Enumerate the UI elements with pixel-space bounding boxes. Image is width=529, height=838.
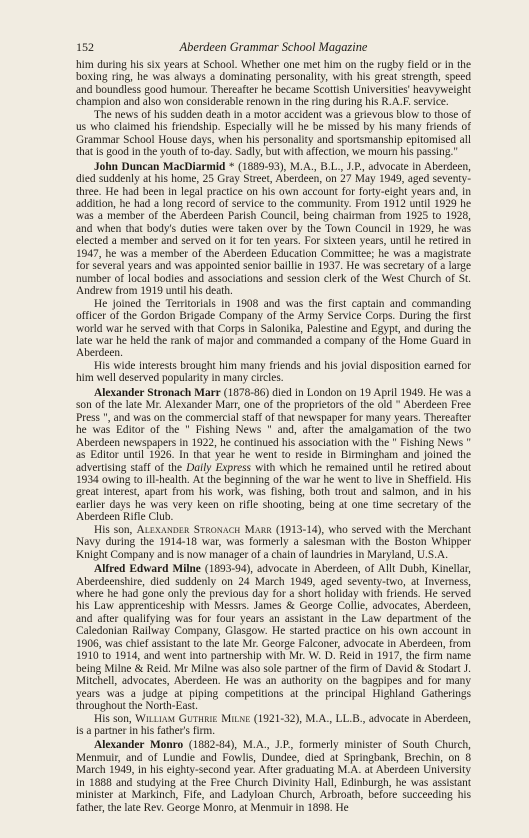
obituary-entry-monro: [76, 739, 471, 814]
paragraph-text: The news of his sudden death in a motor accident was a grievous blow to those of us who claimed his friendship. Especially will he be missed by his many friends of Grammar School House days, when his personality and sportsmanship epitomised all that is good in the youth of to-day. Sadly, but with affection, we mourn his passing.": [76, 108, 471, 159]
paragraph-text: (1893-94), advocate in Aberdeen, of Allt Dubh, Kinellar, Aberdeenshire, died suddenly on 24 March 1949, aged seventy-two, at Inverness, where he had gone only the previous day for a short holiday with friends. He served his Law apprenticeship with Messrs. James & George Collie, advocates, Aberdeen, and after qualifying was for four years an assistant in the Law department of the Caledonian Railway Company, Glasgow. He started practice on his own account in 1906, was chief assistant to the late Mr. George Falconer, advocate in Aberdeen, from 1910 to 1914, and went into partnership with Mr. W. D. Reid in 1917, the firm name being Milne & Reid. Mr Milne was also sole partner of the firm of David & Stodart J. Mitchell, advocates, Aberdeen. He was an authority on the bagpipes and for many years was a judge at piping competitions at the principal Highland Gatherings throughout the North-East.: [76, 563, 472, 713]
page-number: 152: [76, 40, 94, 54]
paragraph-text: (1913-14), who served with the Merchant Navy during the 1914-18 war, was formerly a salesman with the Boston Whipper Knight Company and is now manager of a chain of laundries in Maryland, U.S.A.: [76, 523, 471, 561]
paragraph: [76, 713, 471, 738]
obituary-entry-marr: [76, 387, 471, 524]
entry-name: Alexander Stronach Marr: [94, 386, 221, 399]
paragraph-text: His son,: [94, 523, 137, 536]
son-name: William Guthrie Milne: [135, 712, 251, 725]
paragraph-text: His son,: [94, 712, 136, 725]
page-header: [76, 40, 471, 55]
paragraph-text: (1921-32), M.A., LL.B., advocate in Aberdeen, is a partner in his father's firm.: [76, 712, 471, 738]
paragraph: [76, 524, 471, 561]
paragraph: [76, 360, 471, 385]
paragraph-text: His wide interests brought him many friends and his jovial disposition earned for him well deserved popularity in many circles.: [76, 359, 471, 385]
paragraph: [76, 109, 471, 159]
paragraph-text: (1882-84), M.A., J.P., formerly minister of South Church, Menmuir, and of Lundie and Fowlis, Dundee, died at Springbank, Brechin, on 8 March 1949, in his eighty-second year. After graduating M.A. at Aberdeen University in 1888 and studying at the Free Church Divinity Hall, Edinburgh, he was assistant minister at Markinch, Fife, and Ladyloan Church, Arbroath, before succeeding his father, the late Rev. George Monro, at Menmuir in 1898. He: [76, 739, 472, 814]
paragraph: [76, 298, 471, 360]
paragraph-text: him during his six years at School. Whether one met him on the rugby field or in the boxing ring, he was always a dominating personality, with his great strength, speed and boundless good humour. Thereafter he became Scottish Universities' heavyweight champion and also won considerable renown in the ring during his R.A.F. service.: [76, 59, 471, 109]
paragraph-text: He joined the Territorials in 1908 and was the first captain and commanding officer of the Gordon Brigade Company of the Army Service Corps. During the first world war he served with that Corps in Salonika, Palestine and Egypt, and during the late war he held the rank of major and commanded a company of the Home Guard in Aberdeen.: [76, 297, 471, 360]
obituary-text: [76, 59, 471, 814]
obituary-entry-milne: [76, 563, 471, 712]
paragraph-text: * (1889-93), M.A., B.L., J.P., advocate in Aberdeen, died suddenly at his home, 25 Gray Street, Aberdeen, on 27 May 1949, aged seventy-three. He had been in legal practice on his own account for forty-eight years and, in addition, he had a long record of service to the community. From 1912 until 1929 he was a member of the Aberdeen Parish Council, being chairman from 1925 to 1928, and when that body's duties were taken over by the Town Council in 1929, he was elected a member and served on it for ten years. For sixteen years, until he retired in 1947, he was a member of the Aberdeen Education Committee; he was a magistrate for several years and was appointed senior baillie in 1937. He was secretary of a large number of local bodies and associations and session clerk of the West Church of St. Andrew from 1919 until his death.: [76, 160, 471, 298]
entry-name: Alfred Edward Milne: [94, 563, 201, 576]
newspaper-title: Daily Express: [186, 461, 251, 474]
entry-name: Alexander Monro: [94, 739, 184, 752]
paragraph-text: (1878-86) died in London on 19 April 1949. He was a son of the late Mr. Alexander Marr, one of the proprietors of the old " Aberdeen Free Press ", and was on the commercial staff of that newspaper for many years. Thereafter he was Editor of the " Fishing News " and, after the amalgamation of the two Aberdeen newspapers in 1922, he continued his association with the " Fishing News " as Editor until 1926. In that year he went to reside in Birmingham and joined the advertising staff of the: [76, 386, 471, 474]
obituary-entry-macdiarmid: [76, 161, 471, 298]
paragraph-continued: [76, 59, 471, 109]
son-name: Alexander Stronach Marr: [136, 523, 272, 536]
entry-name: John Duncan MacDiarmid: [94, 160, 226, 173]
running-title: Aberdeen Grammar School Magazine: [179, 40, 368, 54]
paragraph-text: with which he remained until he retired about 1934 owing to ill-health. At the beginning of the war he went to live in Sheffield. His great interest, apart from his work, was fishing, both trout and salmon, and in his earlier days he was very keen on rifle shooting, being at one time secretary of the Aberdeen Rifle Club.: [76, 461, 471, 524]
